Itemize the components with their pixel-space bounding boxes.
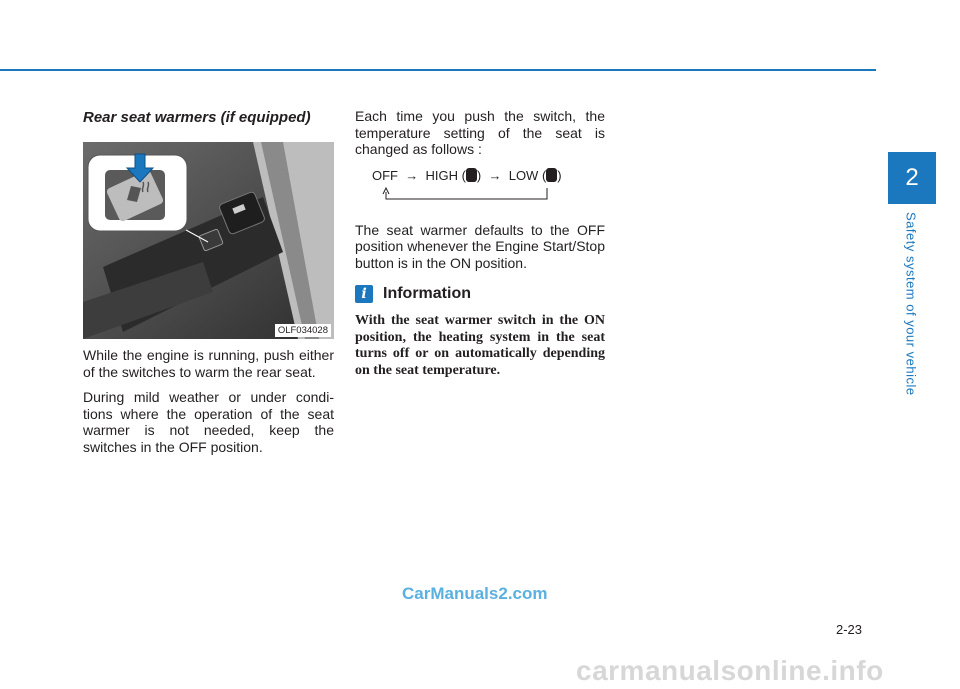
paragraph: The seat warmer defaults to the OFF position whenever the Engine Start/Stop button is in the ON position.	[355, 221, 605, 271]
low-label: LOW	[508, 167, 539, 183]
return-arrow	[355, 168, 605, 210]
header-rule	[0, 69, 876, 71]
paragraph: During mild weather or under condi-tions where the operation of the seat warmer is not needed, keep the switches in the OFF position.	[83, 389, 334, 455]
figure-id: OLF034028	[275, 324, 331, 337]
right-column	[355, 108, 605, 379]
info-icon: i	[355, 285, 373, 303]
door-panel-illustration	[83, 142, 334, 339]
info-title: Information	[383, 285, 471, 302]
paragraph: While the engine is running, push either of the switches to warm the rear seat.	[83, 347, 334, 380]
seat-warmer-switch-photo	[83, 142, 334, 339]
paragraph: Each time you push the switch, the temperature setting of the seat is changed as follows :	[355, 108, 605, 157]
carmanuals-watermark: CarManuals2.com	[402, 584, 548, 603]
section-title: Rear seat warmers (if equipped)	[83, 109, 311, 126]
info-body: With the seat warmer switch in the ON position, the heating system in the seat turns off or on automatically depending on the seat temperature.	[355, 313, 605, 378]
arrow: →	[405, 167, 419, 183]
sequence-line: OFF → HIGH ( ) → LOW ( )	[372, 167, 562, 183]
chapter-tab	[888, 152, 936, 204]
chapter-number: 2	[905, 164, 919, 191]
setting-sequence-diagram	[355, 168, 605, 210]
page-number: 2-23	[836, 622, 863, 637]
chapter-title-container	[897, 212, 925, 402]
chapter-title: Safety system of your vehicle	[903, 212, 919, 396]
off-label: OFF	[372, 167, 398, 183]
arrow: →	[488, 167, 502, 183]
left-column	[83, 108, 334, 464]
high-label: HIGH	[425, 167, 458, 183]
site-watermark: carmanualsonline.info	[576, 655, 884, 686]
info-heading	[355, 285, 605, 303]
